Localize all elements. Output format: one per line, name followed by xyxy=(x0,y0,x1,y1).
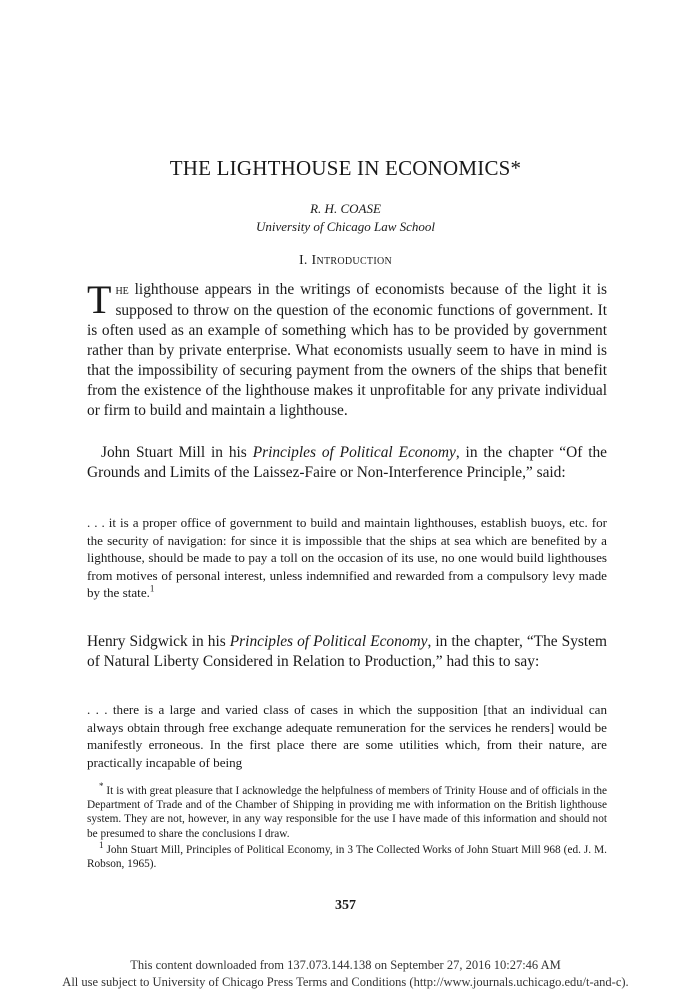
drop-cap: T xyxy=(87,277,112,322)
footnote-marker: * xyxy=(99,781,104,792)
paragraph-mill xyxy=(87,443,607,483)
book-title-italic: Principles of Political Economy xyxy=(229,633,428,650)
paragraph-text: , in the chapter, “The System of Natural Liberty Considered in Relation to Production,” had this to say: xyxy=(87,633,607,670)
paragraph-text: John Stuart Mill in his xyxy=(101,444,253,461)
drop-cap-smallcaps: he xyxy=(115,283,129,298)
section-heading: I. Introduction xyxy=(298,253,393,268)
paragraph-sidgwick xyxy=(87,632,607,672)
author-affiliation: University of Chicago Law School xyxy=(255,219,436,234)
page-number: 357 xyxy=(335,898,356,913)
footnote-ref: 1 xyxy=(149,583,155,594)
quote-text: . . . it is a proper office of government to build and maintain lighthouses, establish buoys, etc. for the security of navigation: for since it is impossible that the ships at sea which are benefited by a lighthouse, should be made to pay a toll on the occasion of its use, no one would build lighthouses from motives of personal interest, unless indemnified and rewarded from a compulsory levy made by the state. xyxy=(87,515,607,600)
footnote-star xyxy=(87,781,607,841)
footnotes xyxy=(87,781,607,873)
footnote-1 xyxy=(87,840,607,871)
terms-notice: All use subject to University of Chicago Press Terms and Conditions (http://www.journals.uchicago.edu/t-and-c). xyxy=(62,975,629,989)
download-notice: This content downloaded from 137.073.144.138 on September 27, 2016 10:27:46 AM xyxy=(130,958,561,972)
article-author: R. H. COASE xyxy=(310,201,381,216)
block-quote-sidgwick xyxy=(87,701,607,771)
footnote-marker: 1 xyxy=(99,840,104,851)
paragraph-introduction xyxy=(87,277,607,421)
paragraph-text: , in the chapter “Of the Grounds and Limits of the Laissez-Faire or Non-Interference Principle,” said: xyxy=(87,444,607,481)
paragraph-text: Henry Sidgwick in his xyxy=(87,633,230,650)
block-quote-mill xyxy=(87,514,607,602)
quote-text: . . . there is a large and varied class of cases in which the supposition [that an individual can always obtain through free exchange adequate remuneration for the services he renders] would be manifestly erroneous. In the first place there are some utilities which, from their nature, are practically incapable of being xyxy=(87,702,607,770)
paragraph-text: lighthouse appears in the writings of economists because of the light it is supposed to throw on the question of the economic functions of government. It is often used as an example of something which has to be provided by government rather than by private enterprise. What economists usually seem to have in mind is that the impossibility of securing payment from the owners of the ships that benefit from the existence of the lighthouse makes it unprofitable for any private individual or firm to build and maintain a lighthouse. xyxy=(87,281,607,419)
footnote-text: It is with great pleasure that I acknowledge the helpfulness of members of Trinity House and of officials in the Department of Trade and of the Chamber of Shipping in providing me with information on the British lighthouse system. They are not, however, in any way responsible for the use I have made of this information and should not be presumed to share the conclusions I draw. xyxy=(87,785,607,840)
article-title: THE LIGHTHOUSE IN ECONOMICS* xyxy=(169,156,522,180)
book-title-italic: Principles of Political Economy xyxy=(252,444,456,461)
footnote-text: John Stuart Mill, Principles of Political Economy, in 3 The Collected Works of John Stuart Mill 968 (ed. J. M. Robson, 1965). xyxy=(87,843,607,871)
